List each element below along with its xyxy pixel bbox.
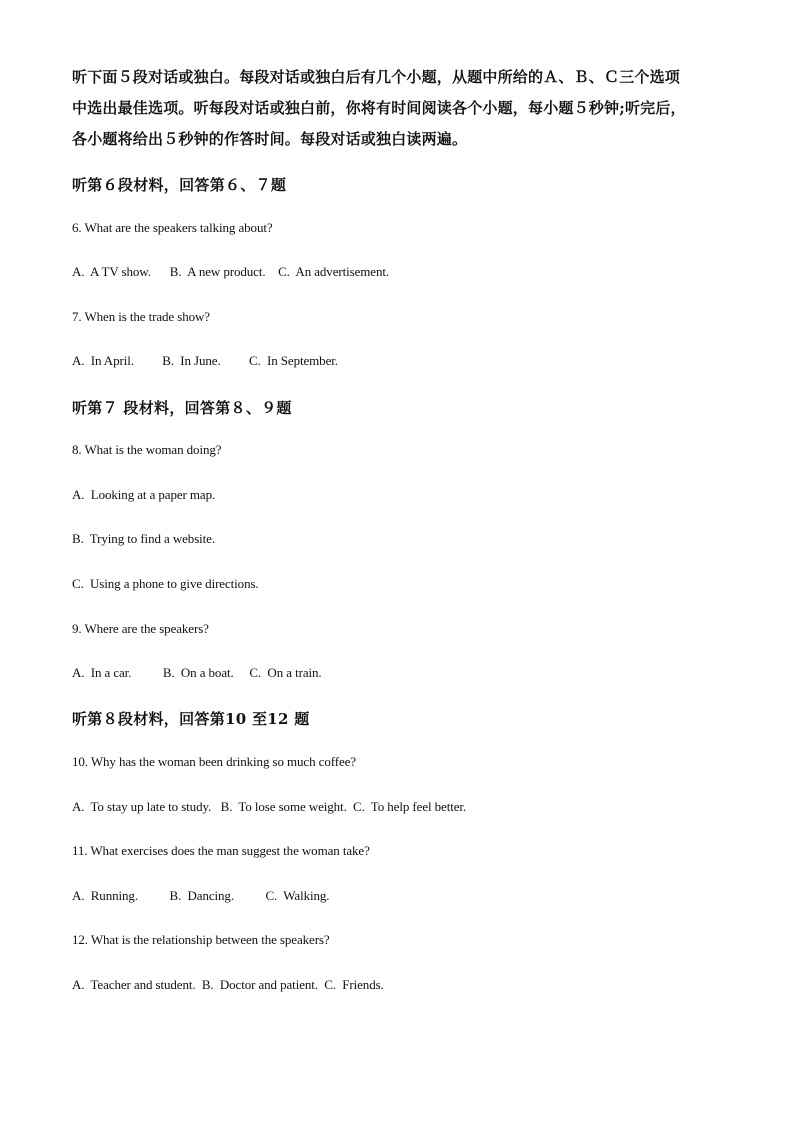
- section-heading-6: 听第６段材料，回答第６、７题: [72, 176, 287, 194]
- question-8: 8. What is the woman doing?: [72, 442, 222, 457]
- options-9: A. In a car. B. On a boat. C. On a train.: [72, 665, 322, 680]
- option-8-c: C. Using a phone to give directions.: [72, 576, 259, 591]
- section-heading-8: 听第８段材料，回答第10 至12 题: [72, 710, 310, 728]
- instructions-line-3: 各小题将给出５秒钟的作答时间。每段对话或独白读两遍。: [72, 130, 468, 148]
- question-6: 6. What are the speakers talking about?: [72, 220, 273, 235]
- option-8-b: B. Trying to find a website.: [72, 531, 215, 546]
- options-7: A. In April. B. In June. C. In September.: [72, 353, 338, 368]
- options-11: A. Running. B. Dancing. C. Walking.: [72, 888, 330, 903]
- section-heading-7: 听第７ 段材料，回答第８、９题: [72, 399, 292, 417]
- question-9: 9. Where are the speakers?: [72, 621, 209, 636]
- question-12: 12. What is the relationship between the speakers?: [72, 932, 330, 947]
- question-10: 10. Why has the woman been drinking so much coffee?: [72, 754, 356, 769]
- question-11: 11. What exercises does the man suggest the woman take?: [72, 843, 370, 858]
- options-10: A. To stay up late to study. B. To lose some weight. C. To help feel better.: [72, 799, 467, 814]
- instructions-line-1: 听下面５段对话或独白。每段对话或独白后有几个小题，从题中所给的Ａ、Ｂ、Ｃ三个选项: [72, 68, 681, 86]
- instructions-line-2: 中选出最佳选项。听每段对话或独白前，你将有时间阅读各个小题，每小题５秒钟;听完后，: [72, 99, 686, 117]
- options-12: A. Teacher and student. B. Doctor and patient. C. Friends.: [72, 977, 384, 992]
- option-8-a: A. Looking at a paper map.: [72, 487, 216, 502]
- question-7: 7. When is the trade show?: [72, 309, 210, 324]
- options-6: A. A TV show. B. A new product. C. An advertisement.: [72, 264, 390, 279]
